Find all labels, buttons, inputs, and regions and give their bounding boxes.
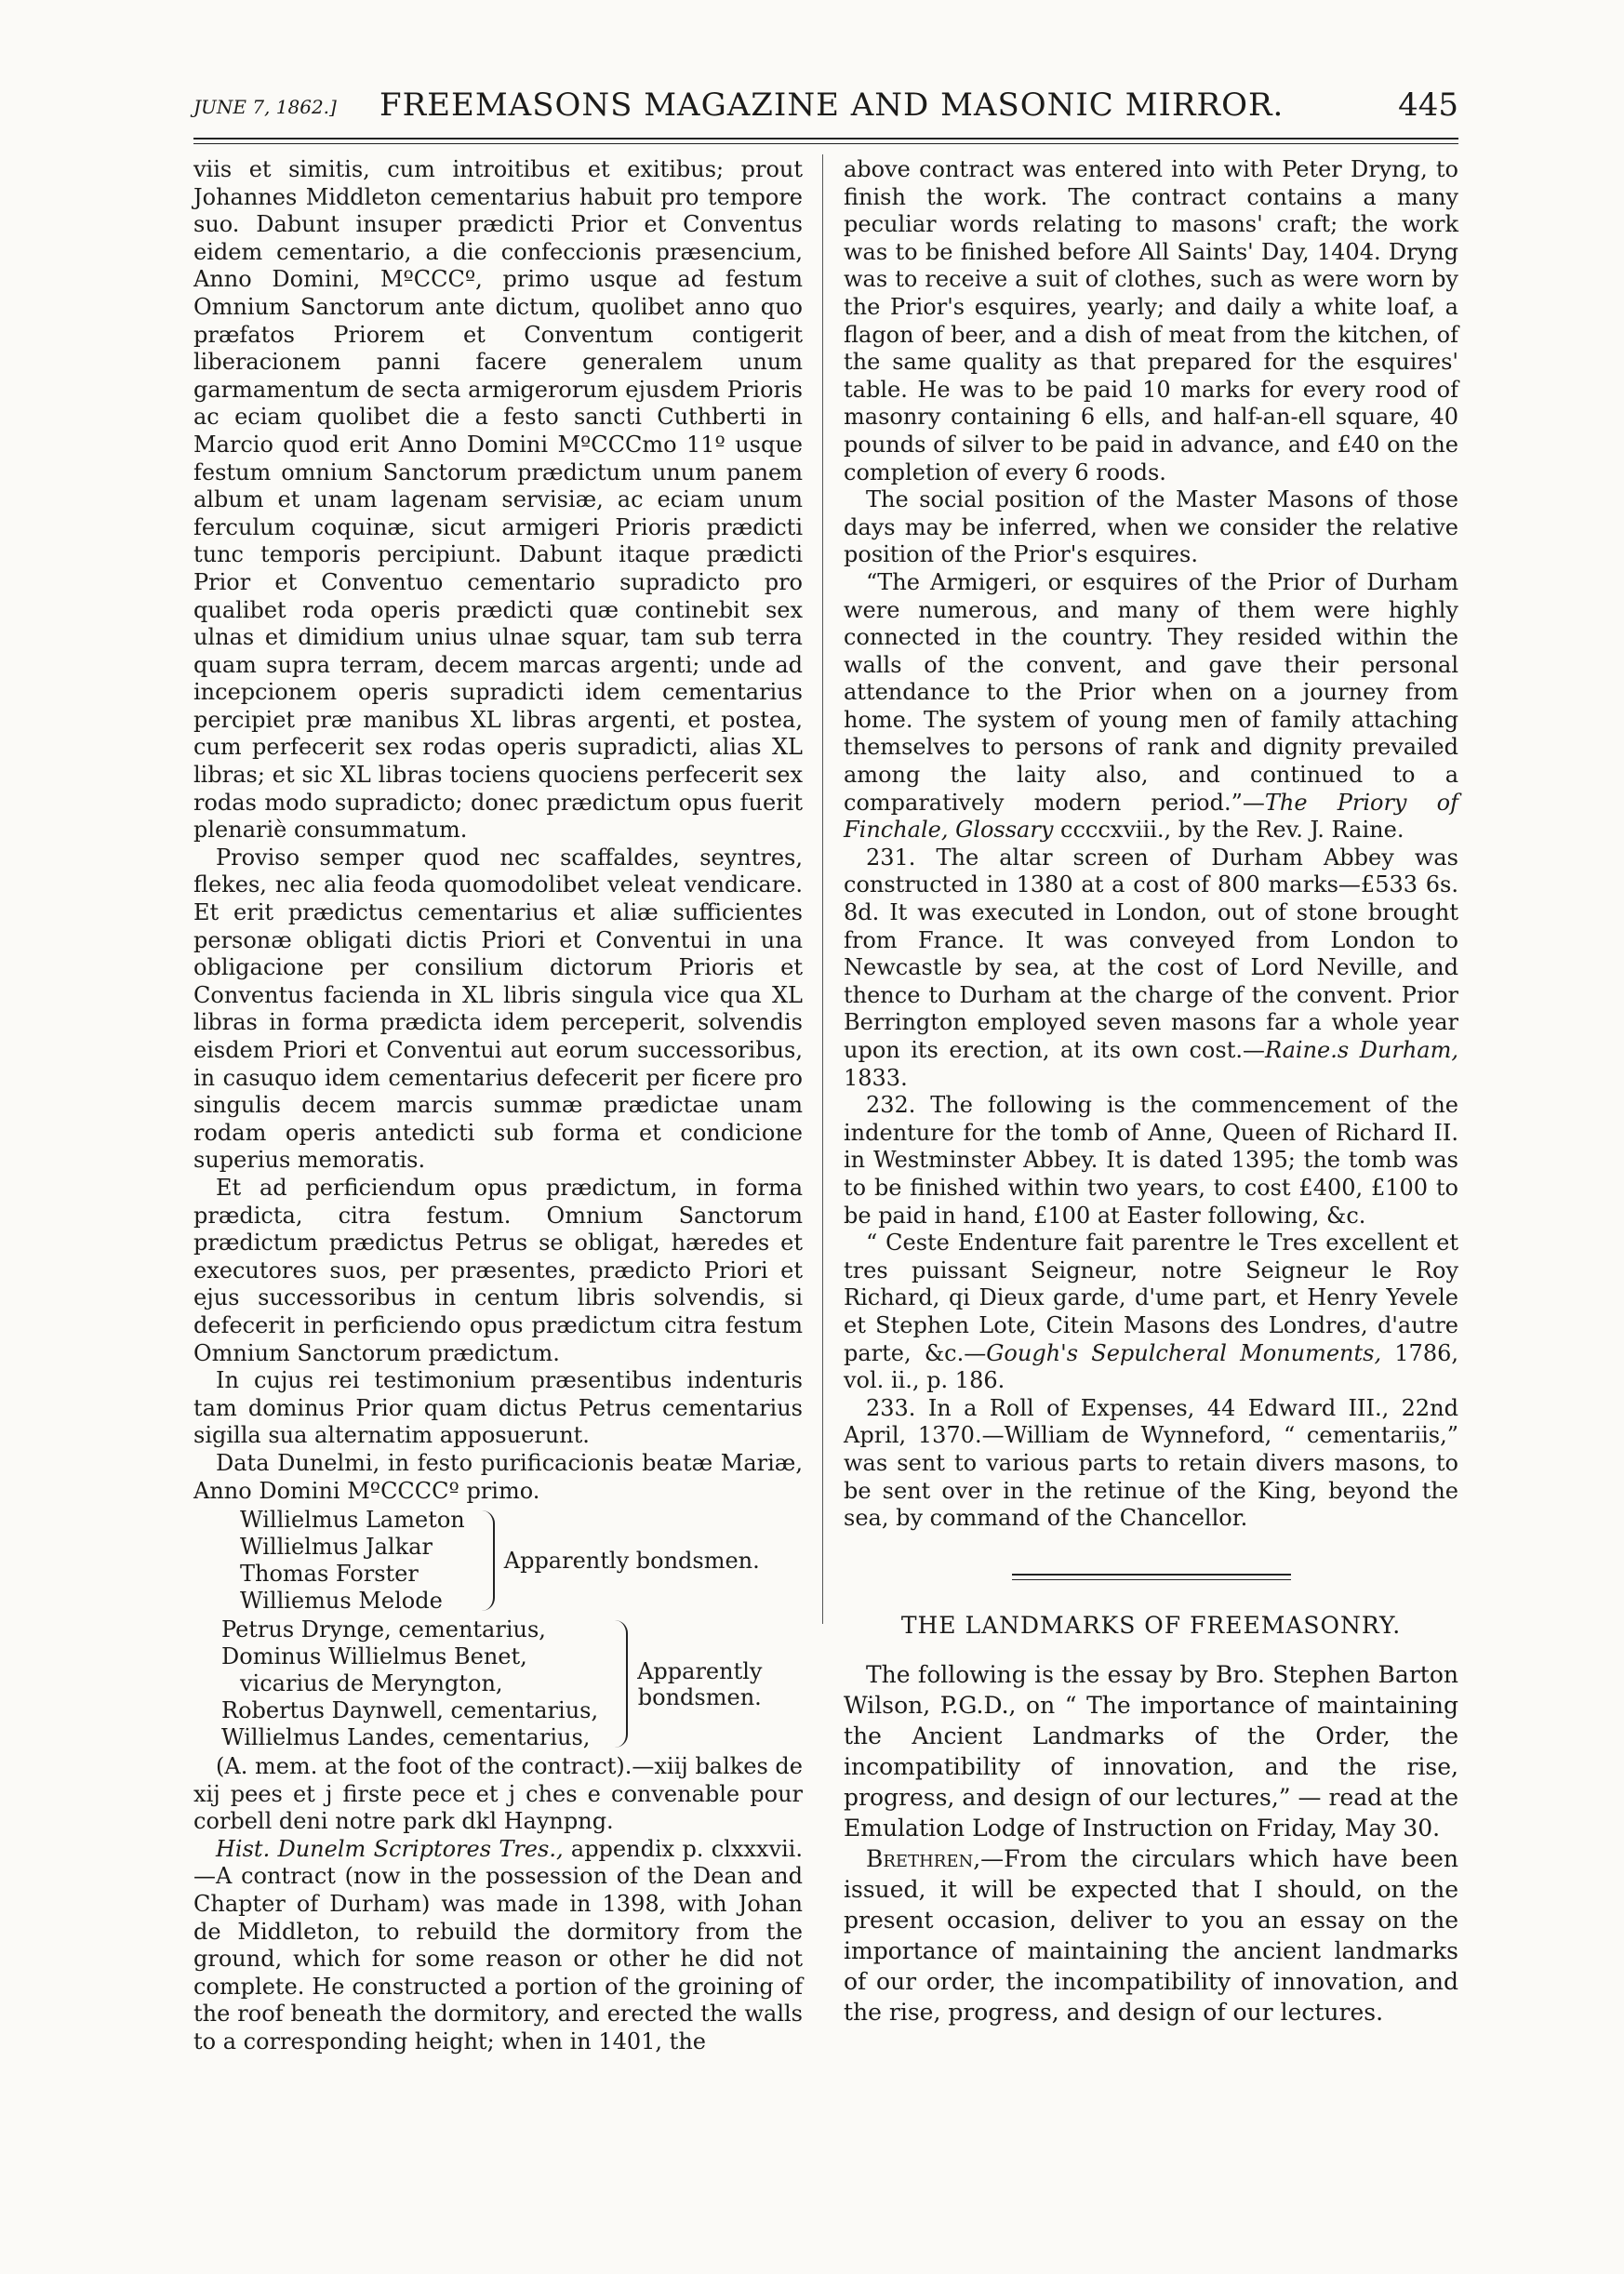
testimonium-text: In cujus rei testimonium præsentibus indenturis tam dominus Prior quam dictus Petrus cementarius sigilla sua alternatim apposuerunt. xyxy=(193,1367,803,1449)
proviso-paragraph: Proviso semper quod nec scaffaldes, seyntres, flekes, nec alia feoda quomodolibet veleat vendicare. Et erit prædictus cementarius et aliæ sufficientes personæ obligati dictis Priori et Conventui in una obligacione per consilium dictorum Prioris et Conventus facienda in XL libris singula vice qua XL libras in forma prædicta idem perceperit, solvendis eisdem Priori et Conventui aut eorum successoribus, in casuquo idem cementarius defecerit per ficere pro singulis decem marcis summæ prædictae unam rodam operis antedicti sub forma et condicione superius memoratis. xyxy=(193,844,803,1174)
page-number: 445 xyxy=(1398,86,1458,124)
essay-intro-paragraph: The following is the essay by Bro. Stephen Barton Wilson, P.G.D., on “ The importance of maintaining the Ancient Landmarks of the Order, the incompatibility of innovation, and the rise, progress, and design of our lectures,” — read at the Emulation Lodge of Instruction on Friday, May 30. xyxy=(844,1661,1458,1842)
contract-continuation-paragraph: above contract was entered into with Peter Dryng, to finish the work. The contract contains a many peculiar words relating to masons' craft; the work was to be finished before All Saints' Day, 1404. Dryng was to receive a suit of clothes, such as were worn by the Prior's esquires, yearly; and daily a white loaf, a flagon of beer, and a dish of meat from the kitchen, of the same quality as that prepared for the esquires' table. He was to be paid 10 marks for every rood of masonry containing 6 ells, and half-an-ell square, 40 pounds of silver to be paid in advance, and £40 on the completion of every 6 roods. xyxy=(844,156,1458,485)
armigeri-quote-paragraph xyxy=(844,569,1458,844)
bondsman-name: Williemus Melode xyxy=(240,1588,443,1615)
bondsman-name: Dominus Willielmus Benet, xyxy=(221,1643,527,1670)
hist-dunelm-paragraph xyxy=(193,1836,803,2056)
divider-line xyxy=(1012,1574,1291,1576)
brace-icon xyxy=(482,1510,495,1611)
section-divider xyxy=(1012,1574,1291,1580)
memorandum-paragraph: (A. mem. at the foot of the contract).—xiij balkes de xij pees et j firste pece et j ches e convenable pour corbell deni notre park dkl Haynpng. xyxy=(193,1753,803,1835)
salutation: Brethren, xyxy=(866,1845,981,1873)
left-column xyxy=(193,156,803,2056)
endenture-text: “ Ceste Endenture fait parentre le Tres excellent et tres puissant Seigneur, notre Seigneur le Roy Richard, qi Dieux garde, d'ume part, et Henry Yevele et Stephen Lote, Citein Masons des Londres, d'autre parte, &c.— xyxy=(844,1230,1458,1366)
right-column xyxy=(844,156,1458,2028)
armigeri-citation-end: ccccxviii., by the Rev. J. Raine. xyxy=(1053,817,1404,844)
publication-title: FREEMASONS MAGAZINE AND MASONIC MIRROR. xyxy=(379,86,1285,124)
paragraph-231-end: 1833. xyxy=(844,1064,908,1091)
hist-dunelm-text: appendix p. clxxxvii. —A contract (now in the possession of the Dean and Chapter of Durham) was made in 1398, with Johan de Middleton, to rebuild the dormitory from the ground, which for some reason or other he did not complete. He constructed a portion of the groining of the roof beneath the dormitory, and erected the walls to a corresponding height; when in 1401, the xyxy=(193,1835,803,2055)
section-title: THE LANDMARKS OF FREEMASONRY. xyxy=(900,1611,1402,1639)
paragraph-231-text: 231. The altar screen of Durham Abbey was constructed in 1380 at a cost of 800 marks—£533 6s. 8d. It was executed in London, out of stone brought from France. It was conveyed from London to Newcastle by sea, at the cost of Lord Neville, and thence to Durham at the charge of the convent. Prior Berrington employed seven masons far a whole year upon its erection, at its own cost.— xyxy=(844,844,1458,1063)
endenture-quote-paragraph xyxy=(844,1230,1458,1395)
endenture-citation-end: 1786, vol. ii., p. 186. xyxy=(844,1339,1458,1394)
citation: The Priory of Finchale, Glossary xyxy=(844,789,1458,844)
citation: Hist. Dunelm Scriptores Tres., xyxy=(216,1835,564,1862)
paragraph-232: 232. The following is the commencement of the indenture for the tomb of Anne, Queen of Richard II. in Westminster Abbey. It is dated 1395; the tomb was to be finished within two years, to cost £400, £100 to be paid in hand, £100 at Easter following, &c. xyxy=(844,1092,1458,1229)
bondsman-name: Willielmus Jalkar xyxy=(240,1534,433,1561)
running-header xyxy=(193,86,1458,127)
header-rule xyxy=(193,138,1458,140)
essay-body xyxy=(844,1659,1458,2028)
bondsman-name: Robertus Daynwell, cementarius, xyxy=(221,1697,599,1724)
armigeri-text: “The Armigeri, or esquires of the Prior of Durham were numerous, and many of them were highly connected in the country. They resided within the walls of the convent, and gave their personal attendance to the Prior when on a journey from home. The system of young men of family attaching themselves to persons of rank and dignity prevailed among the laity also, and continued to a comparatively modern period.”— xyxy=(844,568,1458,816)
perficiendum-paragraph: Et ad perficiendum opus prædictum, in forma prædicta, citra festum. Omnium Sanctorum prædictum prædictus Petrus se obligat, hæredes et executores suos, per præsentes, prædicto Priori et ejus successoribus in centum libris solvendis, si defecerit in perficiendo opus prædictum citra festum Omnium Sanctorum prædictum. xyxy=(193,1174,803,1366)
bondsman-name: Willielmus Lameton xyxy=(240,1507,465,1534)
social-position-paragraph: The social position of the Master Masons of those days may be inferred, when we consider the relative position of the Prior's esquires. xyxy=(844,486,1458,568)
bondsman-name: Thomas Forster xyxy=(240,1561,419,1588)
header-rule-thin xyxy=(193,143,1458,144)
testimonium-paragraph xyxy=(193,1367,803,1450)
latin-contract-paragraph: viis et simitis, cum introitibus et exitibus; prout Johannes Middleton cementarius habuit pro tempore suo. Dabunt insuper prædicti Prior et Conventus eidem cementario, a die confeccionis præsencium, Anno Domini, MºCCCº, primo usque ad festum Omnium Sanctorum ante dictum, quolibet anno quo præfatos Priorem et Conventum contigerit liberacionem panni facere generalem unum garmamentum de secta armigerorum ejusdem Prioris ac eciam quolibet die a festo sancti Cuthberti in Marcio quod erit Anno Domini MºCCCmo 11º usque festum omnium Sanctorum prædictum unum panem album et unam lagenam servisiæ, ac eciam unum ferculum coquinæ, sicut armigeri Prioris prædicti tunc temporis percipiunt. Dabunt itaque prædicti Prior et Conventuo cementario supradicto pro qualibet roda operis prædicti quæ continebit sex ulnas et dimidium unius ulnae squar, tam sub terra quam supra terram, decem marcas argenti; unde ad incepcionem operis supradicti idem cementarius percipiet præ manibus XL libras argenti, et postea, cum perfecerit sex rodas operis supradicti, alias XL libras; et sic XL libras tociens quociens perfecerit sex rodas modo supradicto; donec prædictum opus fuerit plenariè consummatum. xyxy=(193,156,803,844)
bondsman-name: Willielmus Landes, cementarius, xyxy=(221,1724,591,1751)
essay-brethren-text: —From the circulars which have been issued, it will be expected that I should, on the present occasion, deliver to you an essay on the importance of maintaining the ancient landmarks of our order, the incompatibility of innovation, and the rise, progress, and design of our lectures. xyxy=(844,1845,1458,2027)
bondsmen-group-1 xyxy=(240,1507,803,1615)
essay-brethren-paragraph xyxy=(844,1843,1458,2028)
bondsmen-note-2a: Apparently xyxy=(637,1657,763,1684)
bondsman-name: Petrus Drynge, cementarius, xyxy=(221,1616,546,1643)
bondsmen-note-2b: bondsmen. xyxy=(637,1683,762,1710)
issue-date: JUNE 7, 1862.] xyxy=(193,96,337,118)
data-dunelmi-paragraph: Data Dunelmi, in festo purificacionis beatæ Mariæ, Anno Domini MºCCCCº primo. xyxy=(193,1449,803,1504)
citation: Raine.s Durham, xyxy=(1264,1037,1458,1063)
paragraph-231 xyxy=(844,844,1458,1092)
column-divider xyxy=(822,154,823,1624)
paragraph-233: 233. In a Roll of Expenses, 44 Edward III., 22nd April, 1370.—William de Wynneford, “ cementariis,” was sent to various parts to retain divers masons, to be sent over in the retinue of the King, beyond the sea, by command of the Chancellor. xyxy=(844,1394,1458,1532)
divider-line-thin xyxy=(1012,1579,1291,1580)
brace-icon xyxy=(615,1620,628,1748)
bondsman-name: vicarius de Meryngton, xyxy=(240,1670,503,1697)
bondsmen-list-2 xyxy=(221,1616,598,1751)
citation: Gough's Sepulcheral Monuments, xyxy=(986,1339,1382,1366)
bondsmen-note-2 xyxy=(637,1658,762,1710)
bondsmen-group-2 xyxy=(221,1616,803,1751)
bondsmen-note-1: Apparently bondsmen. xyxy=(503,1548,760,1575)
bondsmen-list-1 xyxy=(240,1507,465,1615)
